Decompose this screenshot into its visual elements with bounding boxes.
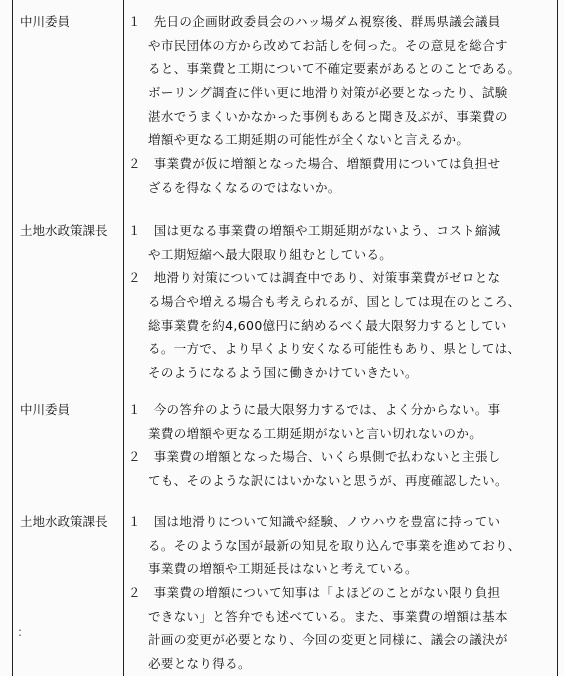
statement-line: 総事業費を約4,600億円に納めるべく最大限努力するとしてい bbox=[148, 317, 507, 333]
statement-line: ２ 事業費の増額となった場合、いくら県側で払わないと主張し bbox=[128, 449, 501, 465]
statement-line: １ 今の答弁のように最大限努力するでは、よく分からない。事 bbox=[128, 402, 501, 417]
statement-line: ２ 事業費が仮に増額となった場合、増額費用については負担せ bbox=[128, 156, 501, 172]
speaker-name: 土地水政策課長 bbox=[20, 514, 108, 529]
statement-line: ２ 事業費の増額について知事は「よほどのことがない限り負担 bbox=[128, 585, 501, 601]
statement-line: ボーリング調査に伴い更に地滑り対策が必要となったり、試験 bbox=[148, 85, 508, 101]
statement-line: や市民団体の方から改めてお話しを伺った。その意見を総合す bbox=[148, 37, 508, 53]
statement-line: １ 先日の企画財政委員会のハッ場ダム視察後、群馬県議会議員 bbox=[128, 14, 501, 29]
statement-line: ても、そのような訳にはいかないと思うが、再度確認したい。 bbox=[148, 473, 508, 489]
statement-line: ２ 地滑り対策については調査中であり、対策事業費がゼロとな bbox=[128, 270, 501, 286]
statement-line: ざるを得なくなるのではないか。 bbox=[148, 179, 341, 195]
statement-block bbox=[128, 510, 553, 676]
statement-line: る場合や増える場合も考えられるが、国としては現在のところ、 bbox=[148, 294, 521, 310]
speaker-name: 土地水政策課長 bbox=[20, 223, 108, 238]
statement-line: 計画の変更が必要となり、今回の変更と同様に、議会の議決が bbox=[148, 632, 508, 648]
statement-block bbox=[128, 398, 553, 493]
statement-line: １ 国は地滑りについて知識や経験、ノウハウを豊富に持ってい bbox=[128, 514, 501, 529]
statement-line: 湛水でうまくいかなかった事例もあると聞き及ぶが、事業費の bbox=[148, 108, 508, 124]
margin-mark: : bbox=[18, 625, 23, 639]
statement-line: １ 国は更なる事業費の増額や工期延期がないよう、コスト縮減 bbox=[128, 223, 501, 238]
column-divider bbox=[123, 0, 124, 676]
statement-block bbox=[128, 219, 553, 385]
statement-line: 業費の増額や更なる工期延期がないと言い切れないのか。 bbox=[148, 425, 483, 441]
speaker-name: 中川委員 bbox=[20, 14, 71, 29]
statement-line: そのようになるよう国に働きかけていきたい。 bbox=[148, 365, 418, 381]
speaker-name: 中川委員 bbox=[20, 402, 71, 417]
statement-line: できない」と答弁でも述べている。また、事業費の増額は基本 bbox=[148, 608, 508, 624]
statement-line: る。そのような国が最新の知見を取り込んで事業を進めており、 bbox=[148, 537, 521, 553]
statement-line: ると、事業費と工期について不確定要素があるとのことである。 bbox=[148, 61, 521, 77]
statement-line: 増額や更なる工期延期の可能性が全くないと言えるか。 bbox=[148, 132, 470, 148]
statement-line: る。一方で、より早くより安くなる可能性もあり、県としては、 bbox=[148, 341, 521, 357]
statement-line: 事業費の増額や工期延長はないと考えている。 bbox=[148, 561, 418, 577]
statement-line: や工期短縮へ最大限取り組むとしている。 bbox=[148, 246, 393, 262]
statement-block bbox=[128, 10, 553, 200]
statement-line: 必要となり得る。 bbox=[148, 656, 251, 672]
